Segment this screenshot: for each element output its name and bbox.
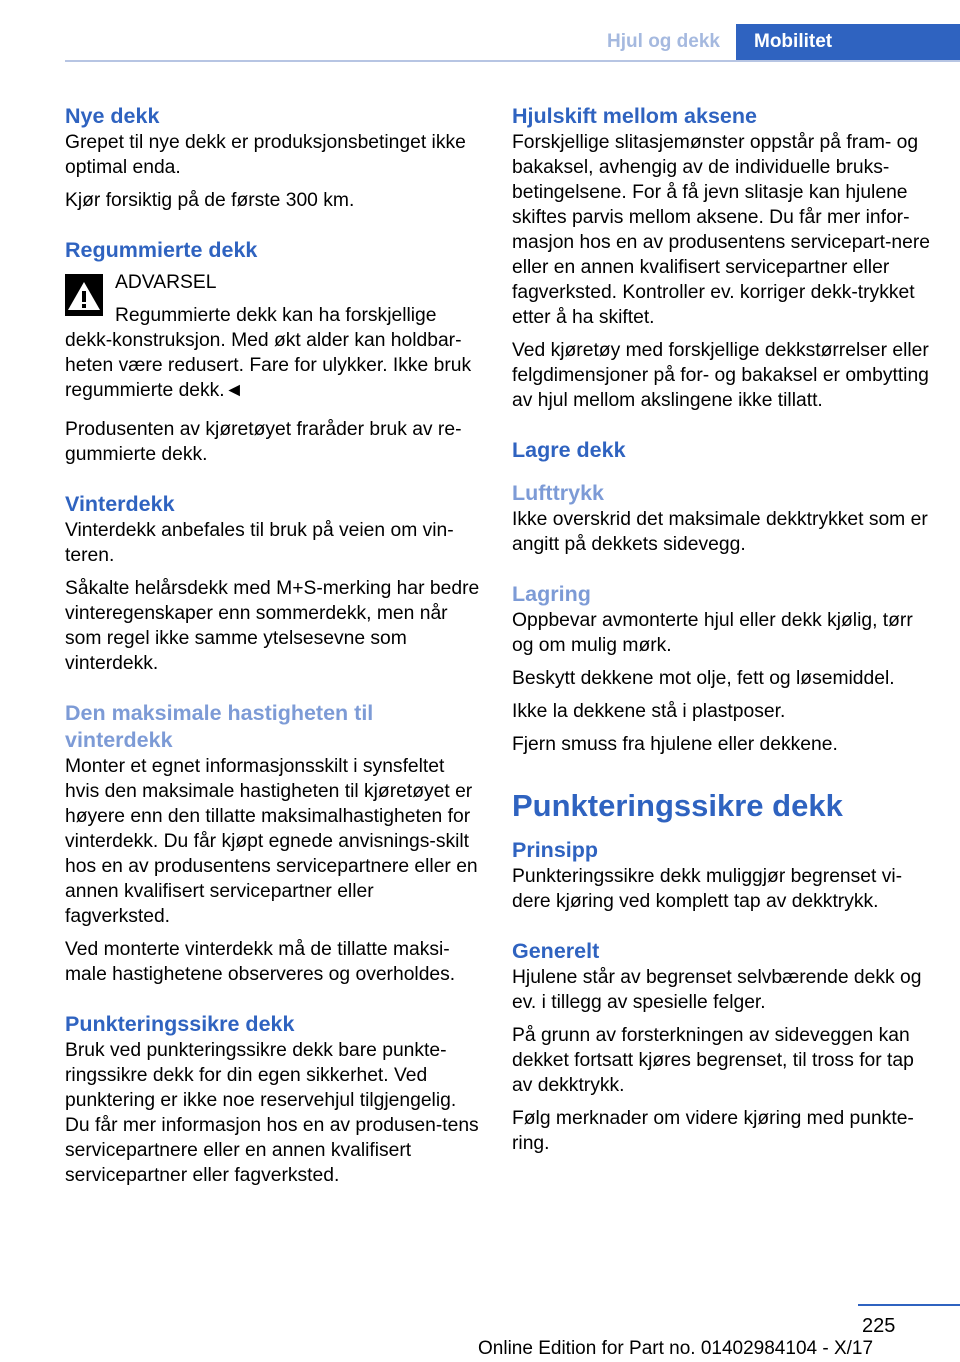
regummierte-p1: Produsenten av kjøretøyet fraråder bruk av re-gummierte dekk. bbox=[65, 419, 462, 465]
heading-vinterdekk: Vinterdekk bbox=[65, 492, 175, 516]
footer-rule bbox=[858, 1304, 960, 1306]
lufttrykk-p: Ikke overskrid det maksimale dekktrykket som er angitt på dekkets sidevegg. bbox=[512, 509, 928, 555]
tab-hjul-og-dekk[interactable] bbox=[574, 24, 736, 60]
nye-dekk-p2: Kjør forsiktig på de første 300 km. bbox=[65, 190, 355, 211]
generelt-p2: På grunn av forsterkningen av sideveggen kan dekket fortsatt kjøres begrenset, til tross for tap av dekktrykk. bbox=[512, 1025, 914, 1096]
heading-lagring: Lagring bbox=[512, 582, 591, 606]
header-tabs bbox=[574, 24, 960, 60]
heading-lagre-dekk: Lagre dekk bbox=[512, 438, 626, 462]
lagring-p4: Fjern smuss fra hjulene eller dekkene. bbox=[512, 734, 838, 755]
heading-regummierte-dekk: Regummierte dekk bbox=[65, 238, 258, 262]
lagring-p1: Oppbevar avmonterte hjul eller dekk kjølig, tørr og om mulig mørk. bbox=[512, 610, 913, 656]
warning-block bbox=[65, 270, 480, 403]
tab-mobilitet-label: Mobilitet bbox=[754, 31, 833, 52]
warning-icon bbox=[65, 274, 103, 316]
hjulskift-p1: Forskjellige slitasjemønster oppstår på fram- og bakaksel, avhengig av de individuelle bruks-betingelsene. For å få jevn slitasje kan hjulene skiftes parvis mellom aksene. Du får mer infor-masjon hos en av produsentens servicepart-nere eller en annen kvalifisert servicepartner eller fagverksted. Kontroller ev. korriger dekk-trykket etter å ha skiftet. bbox=[512, 132, 930, 328]
footer-edition: Online Edition for Part no. 01402984104 - X/17 bbox=[478, 1338, 874, 1359]
hjulskift-p2: Ved kjøretøy med forskjellige dekkstørrelser eller felgdimensjoner på for- og bakaksel er ombytting av hjul mellom akslingene ikke tillatt. bbox=[512, 340, 929, 411]
punktering-left-p1: Bruk ved punkteringssikre dekk bare punkte-ringssikre dekk for din egen sikkerhet. Ved punktering er ikke noe reservehjul tilgjengelig. Du får mer informasjon hos en av produsen-tens servicepartnere eller en annen kvalifisert servicepartner eller fagverksted. bbox=[65, 1040, 479, 1186]
warning-label: ADVARSEL bbox=[115, 272, 217, 293]
vinterdekk-p1: Vinterdekk anbefales til bruk på veien om vin-teren. bbox=[65, 520, 454, 566]
header-rule bbox=[65, 60, 960, 62]
heading-maks-hastighet: Den maksimale hastigheten til vinterdekk bbox=[65, 701, 374, 752]
nye-dekk-p1: Grepet til nye dekk er produksjonsbetinget ikke optimal enda. bbox=[65, 132, 466, 178]
tab-hjul-og-dekk-label: Hjul og dekk bbox=[607, 31, 720, 52]
lagring-p2: Beskytt dekkene mot olje, fett og løsemiddel. bbox=[512, 668, 895, 689]
tab-mobilitet[interactable] bbox=[736, 24, 960, 60]
lagring-p3: Ikke la dekkene stå i plastposer. bbox=[512, 701, 786, 722]
left-column bbox=[65, 103, 480, 1196]
maks-hastighet-p1: Monter et egnet informasjonsskilt i synsfeltet hvis den maksimale hastigheten til kjøretøyet er høyere enn den tillatte maksimalhastigheten for vinterdekk. Du får kjøpt egnede anvisnings-skilt hos en av produsentens servicepartnere eller en annen kvalifisert servicepartner eller fagverksted. bbox=[65, 756, 478, 927]
maks-hastighet-p2: Ved monterte vinterdekk må de tillatte maksi-male hastighetene observeres og overholdes. bbox=[65, 939, 456, 985]
heading-punkteringssikre-dekk-main: Punkteringssikre dekk bbox=[512, 788, 843, 823]
heading-generelt: Generelt bbox=[512, 939, 600, 963]
generelt-p3: Følg merknader om videre kjøring med punkte-ring. bbox=[512, 1108, 914, 1154]
heading-prinsipp: Prinsipp bbox=[512, 838, 599, 862]
generelt-p1: Hjulene står av begrenset selvbærende dekk og ev. i tillegg av spesielle felger. bbox=[512, 967, 922, 1013]
warning-text: Regummierte dekk kan ha forskjellige dekk-konstruksjon. Med økt alder kan holdbar-heten være redusert. Fare for ulykker. Ikke bruk regummierte dekk.◄ bbox=[65, 305, 472, 401]
right-column bbox=[512, 103, 932, 1164]
prinsipp-p: Punkteringssikre dekk muliggjør begrenset vi-dere kjøring ved komplett tap av dekktrykk. bbox=[512, 866, 903, 912]
heading-lufttrykk: Lufttrykk bbox=[512, 481, 604, 505]
heading-hjulskift: Hjulskift mellom aksene bbox=[512, 104, 757, 128]
heading-punkteringssikre-dekk-left: Punkteringssikre dekk bbox=[65, 1012, 295, 1036]
page-number: 225 bbox=[862, 1315, 896, 1337]
vinterdekk-p2: Såkalte helårsdekk med M+S-merking har bedre vinteregenskaper enn sommerdekk, men når som regel ikke samme ytelsesevne som vinterdekk. bbox=[65, 578, 480, 674]
heading-nye-dekk: Nye dekk bbox=[65, 104, 160, 128]
